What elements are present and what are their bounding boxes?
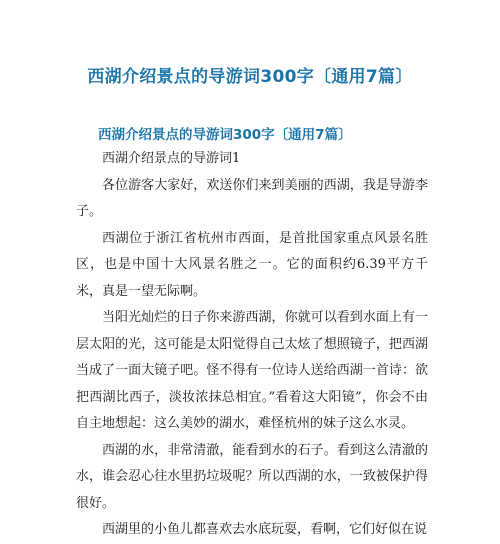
paragraph-3: 西湖位于浙江省杭州市西面，是首批国家重点风景名胜区，也是中国十大风景名胜之一。它的面积约6.39平方千米，真是一望无际啊。 bbox=[76, 230, 428, 299]
paragraph-5: 西湖的水，非常清澈，能看到水的石子。看到这么清澈的水，谁会忍心往水里扔垃圾呢？所以西湖的水，一致被保护得很好。 bbox=[76, 442, 428, 511]
document-title: 西湖介绍景点的导游词300字〔通用7篇〕 bbox=[87, 67, 413, 87]
section-heading: 西湖介绍景点的导游词300字〔通用7篇〕 bbox=[98, 127, 352, 143]
paragraph-6: 西湖里的小鱼儿都喜欢去水底玩耍，看啊，它们好似在说 bbox=[102, 522, 428, 537]
document-body bbox=[76, 146, 428, 544]
paragraph-4: 当阳光灿烂的日子你来游西湖，你就可以看到水面上有一层太阳的光，这可能是太阳觉得自己太炫了想照镜子，把西湖当成了一面大镜子吧。怪不得有一位诗人送给西湖一首诗：欲把西湖比西子，淡妆浓抹总相宜。”看着这大阳镜”，你会不由自主地想起：这么美妙的湖水，难怪杭州的妹子这么水灵。 bbox=[76, 310, 428, 431]
paragraph-2: 各位游客大家好，欢送你们来到美丽的西湖，我是导游李子。 bbox=[76, 177, 428, 219]
paragraph-1: 西湖介绍景点的导游词1 bbox=[102, 151, 241, 166]
